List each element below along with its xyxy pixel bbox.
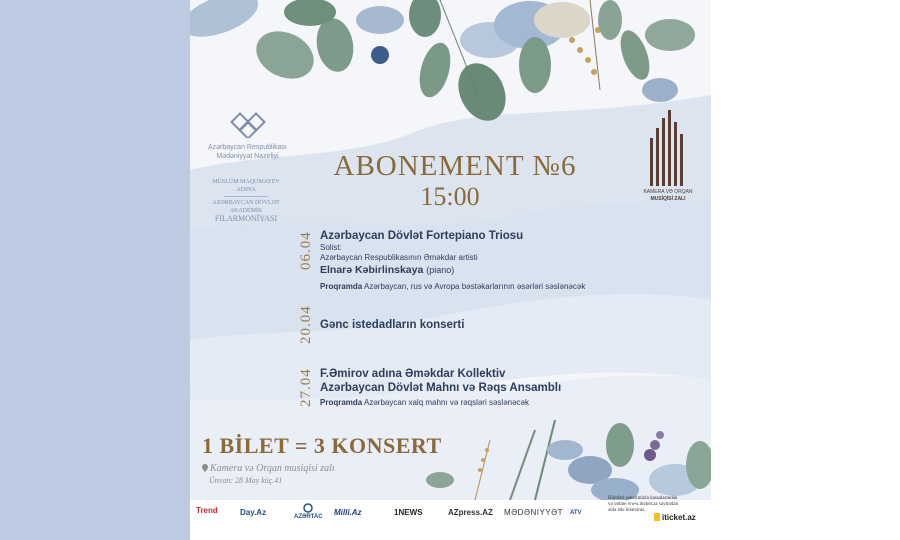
sponsor-trend[interactable]: Trend <box>196 506 218 515</box>
iticket-logo-text[interactable]: iticket.az <box>662 513 696 522</box>
philharmonic-name-line3: AZƏRBAYCAN DÖVLƏT <box>212 200 280 206</box>
event-3-title-line2: Azərbaycan Dövlət Mahnı və Rəqs Ansamblı <box>320 382 562 394</box>
event-1-program <box>320 282 650 292</box>
event-date-2: 20.04 <box>298 305 314 344</box>
concert-poster <box>190 0 711 540</box>
event-1-title: Azərbaycan Dövlət Fortepiano Triosu <box>320 230 524 242</box>
ministry-emblem-icon <box>230 112 266 138</box>
sponsor-dayaz[interactable]: Day.Az <box>240 508 267 517</box>
ticket-info-line2: və online www.iticket.az saytından <box>608 502 679 507</box>
event-1-program-label: Proqramda <box>320 282 363 291</box>
event-1-soloist-name: Elnarə Kəbirlinskaya <box>320 264 424 276</box>
ministry-logo <box>195 112 300 161</box>
philharmonic-name-line4: AKADEMİK <box>229 208 263 214</box>
event-1-soloist <box>320 263 650 277</box>
event-1-soloist-role: Azərbaycan Respublikasının Əməkdar artisti <box>320 253 478 262</box>
event-2 <box>320 318 464 332</box>
event-2-title: Gənc istedadların konserti <box>320 319 465 331</box>
hall-name-line2: MUSİQİSİ ZALI <box>650 196 686 202</box>
event-3-program-label: Proqramda <box>320 398 363 407</box>
sponsor-medeniyyet[interactable]: MƏDƏNIYYƏT <box>504 508 564 517</box>
event-1 <box>320 229 650 292</box>
philharmonic-logo <box>200 178 292 223</box>
sponsor-azertac[interactable]: AZƏRTAC <box>294 514 323 520</box>
subscription-title: ABONEMENT №6 <box>333 150 577 182</box>
philharmonic-name-line1: MÜSLÜM MAQOMAYEV <box>212 179 280 185</box>
event-3-title-line1: F.Əmirov adına Əməkdar Kollektiv <box>320 368 506 380</box>
sponsor-1news[interactable]: 1NEWS <box>394 508 423 517</box>
sponsor-atv[interactable]: ATV <box>570 510 582 516</box>
philharmonic-name-line5: FİLARMONİYASI <box>214 214 278 223</box>
venue-name <box>202 463 335 474</box>
iticket-mark-icon <box>654 513 660 521</box>
event-3-program-text: Azərbaycan xalq mahnı və rəqsləri səslənəcək <box>362 398 529 407</box>
event-1-soloist-label: Solist: <box>320 243 342 252</box>
location-pin-icon <box>202 464 208 472</box>
hall-name-line1: KAMERA VƏ ORQAN <box>643 189 693 195</box>
event-3-program <box>320 398 650 408</box>
ticket-info <box>608 496 708 514</box>
bottom-foliage-illustration <box>415 410 711 505</box>
venue-address: Ünvan: 28 May küç.41 <box>209 476 283 485</box>
ministry-name-line1: Azərbaycan Respublikası <box>208 144 287 151</box>
concert-time: 15:00 <box>420 182 480 211</box>
philharmonic-name-line2: ADINA <box>236 187 256 193</box>
event-1-program-text: Azərbaycan, rus və Avropa bəstəkarlarının əsərləri səslənəcək <box>362 282 586 291</box>
event-date-3: 27.04 <box>298 368 314 407</box>
side-background-band <box>0 0 190 540</box>
ticket-offer-tagline: 1 BİLET = 3 KONSERT <box>202 433 442 458</box>
event-1-soloist-instrument: (piano) <box>426 265 455 275</box>
iticket-logo <box>654 513 696 522</box>
ticket-info-line1: Biletləri şəhərimizin kassalarından <box>608 496 678 501</box>
event-3 <box>320 367 650 408</box>
azertac-emblem-icon <box>303 503 313 513</box>
venue-name-text: Kamera və Orqan musiqisi zalı <box>210 463 335 474</box>
ministry-name-line2: Mədəniyyət Nazirliyi <box>216 153 279 160</box>
ticket-info-line3: əldə edə bilərsiniz. <box>608 508 646 513</box>
organ-hall-logo <box>631 108 705 203</box>
organ-pipes-icon <box>648 108 688 186</box>
sponsor-azpress[interactable]: AZpress.AZ <box>448 508 493 517</box>
event-date-1: 06.04 <box>298 231 314 270</box>
sponsor-milliaz[interactable]: Milli.Az <box>334 508 362 517</box>
philharmonic-divider <box>224 196 268 197</box>
